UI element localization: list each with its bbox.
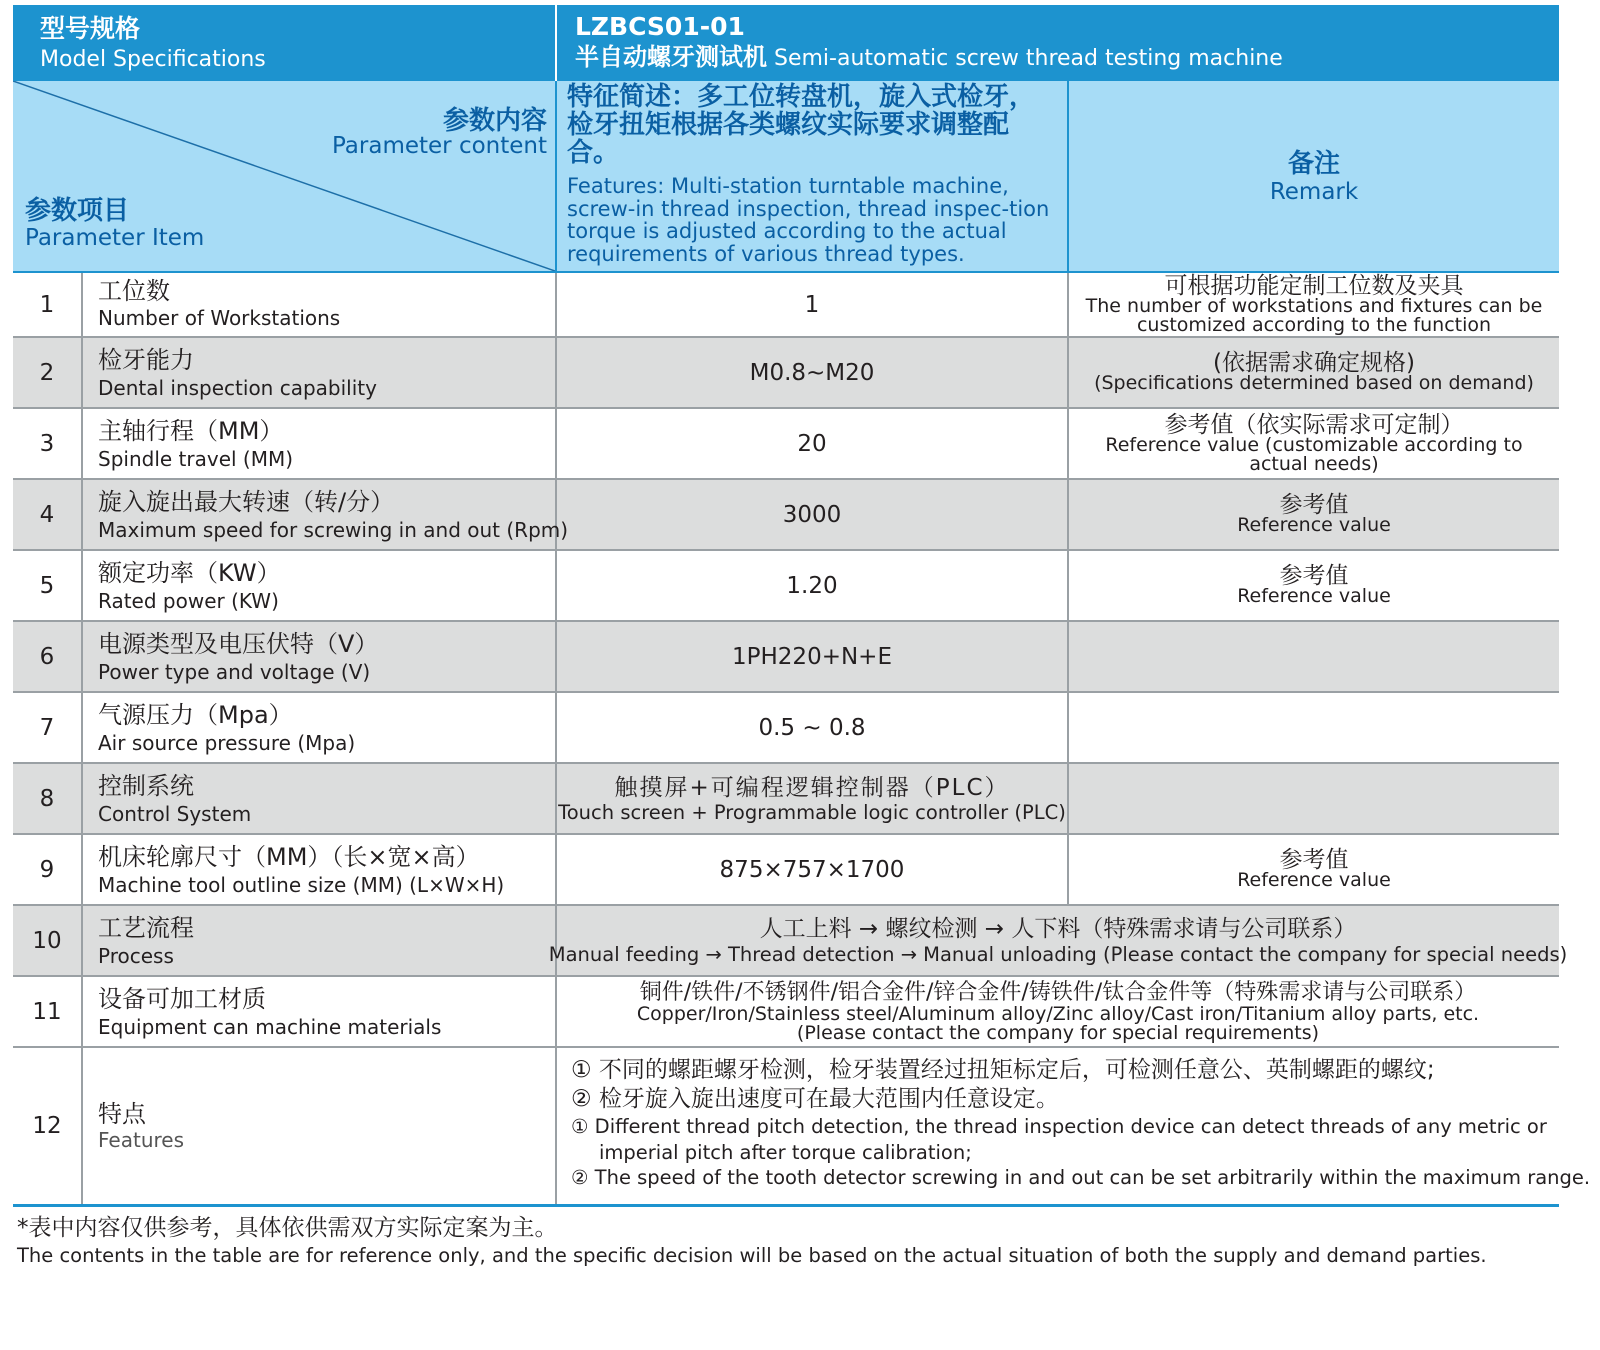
value-cell xyxy=(557,273,1069,336)
item-cell xyxy=(83,764,557,833)
value-en: Manual feeding → Thread detection → Manual unloading (Please contact the company for special needs) xyxy=(548,942,1568,966)
table-row xyxy=(13,338,1559,409)
parameter-item-zh: 参数项目 xyxy=(25,196,130,226)
row-number: 3 xyxy=(13,409,83,478)
table-row xyxy=(13,835,1559,906)
remark-zh: 参考值 xyxy=(1279,492,1349,518)
item-en: Dental inspection capability xyxy=(98,376,377,400)
table-row xyxy=(13,409,1559,480)
item-cell xyxy=(83,622,557,691)
row-number: 1 xyxy=(13,273,83,336)
table-row xyxy=(13,693,1559,764)
item-cell xyxy=(83,338,557,407)
value-cell xyxy=(557,693,1069,762)
value: M0.8~M20 xyxy=(749,359,875,386)
value-cell xyxy=(557,835,1069,904)
table-row xyxy=(13,764,1559,835)
value: 3000 xyxy=(782,501,842,528)
item-en: Spindle travel (MM) xyxy=(98,447,294,471)
remark-cell xyxy=(1069,693,1559,762)
value-cell xyxy=(557,409,1069,478)
item-zh: 特点 xyxy=(98,1100,146,1128)
remark-en: Reference value (customizable according to actual needs) xyxy=(1105,433,1523,475)
model-spec-en: Model Specifications xyxy=(40,47,266,72)
remark-en: Reference value xyxy=(1237,514,1391,536)
row-number: 4 xyxy=(13,480,83,549)
value: 875×757×1700 xyxy=(719,856,905,883)
remark-header-en: Remark xyxy=(1269,179,1359,205)
row-number: 6 xyxy=(13,622,83,691)
row-number: 5 xyxy=(13,551,83,620)
product-cell xyxy=(557,5,1559,81)
value-zh: 触摸屏+可编程逻辑控制器（PLC） xyxy=(614,774,1010,801)
parameter-header-cell xyxy=(13,81,557,271)
remark-en: Reference value xyxy=(1237,585,1391,607)
item-cell xyxy=(83,480,569,549)
row-number: 12 xyxy=(13,1048,83,1204)
item-zh: 工艺流程 xyxy=(98,914,194,942)
value-zh: 铜件/铁件/不锈钢件/铝合金件/锌合金件/铸铁件/钛合金件等（特殊需求请与公司联系） xyxy=(639,979,1477,1005)
feature-1-en-text: ① Different thread pitch detection, the thread inspection device can detect threads of any metric or imperial pitch after torque calibration; xyxy=(571,1115,1547,1164)
remark-en: Reference value xyxy=(1237,869,1391,891)
item-en: Machine tool outline size (MM) (L×W×H) xyxy=(98,873,505,897)
remark-cell xyxy=(1069,409,1559,478)
item-en: Process xyxy=(98,944,174,968)
value-en-note: (Please contact the company for special requirements) xyxy=(796,1021,1320,1044)
features-list xyxy=(571,1056,1591,1191)
value-cell xyxy=(557,338,1069,407)
remark-en: The number of workstations and fixtures can be customized according to the function xyxy=(1085,294,1543,336)
table-row xyxy=(13,622,1559,693)
item-zh: 机床轮廓尺寸（MM）（长×宽×高） xyxy=(98,843,480,871)
item-en: Air source pressure (Mpa) xyxy=(98,731,356,755)
item-en: Control System xyxy=(98,802,252,826)
parameter-content-zh: 参数内容 xyxy=(442,106,547,136)
remark-zh: 可根据功能定制工位数及夹具 xyxy=(1164,272,1464,299)
value-cell xyxy=(557,977,1559,1046)
features-cell xyxy=(557,1048,1591,1204)
remark-en: (Specifications determined based on demand) xyxy=(1094,372,1534,394)
value-zh: 人工上料 → 螺纹检测 → 人下料（特殊需求请与公司联系） xyxy=(759,915,1357,942)
item-zh: 主轴行程（MM） xyxy=(98,417,284,445)
remark-zh: 参考值 xyxy=(1279,847,1349,873)
parameter-item-en: Parameter Item xyxy=(25,225,205,251)
item-cell xyxy=(83,835,557,904)
item-cell xyxy=(83,977,557,1046)
value: 20 xyxy=(797,430,827,457)
table-row xyxy=(13,551,1559,622)
item-en: Features xyxy=(98,1128,184,1152)
item-en: Number of Workstations xyxy=(98,306,341,330)
footnote-en: The contents in the table are for reference only, and the specific decision will be based on the actual situation of both the supply and demand parties. xyxy=(17,1244,1487,1267)
item-cell xyxy=(83,273,557,336)
item-en: Equipment can machine materials xyxy=(98,1015,442,1039)
table-row xyxy=(13,1048,1591,1207)
table-row xyxy=(13,977,1559,1048)
value-cell xyxy=(557,622,1069,691)
row-number: 10 xyxy=(13,906,83,975)
value-cell xyxy=(557,764,1069,833)
value: 1PH220+N+E xyxy=(732,643,892,670)
product-name-zh: 半自动螺牙测试机 xyxy=(575,43,767,71)
remark-header-cell xyxy=(1069,81,1559,271)
remark-cell xyxy=(1069,764,1559,833)
row-number: 7 xyxy=(13,693,83,762)
item-zh: 电源类型及电压伏特（V） xyxy=(98,630,379,658)
value-en: Copper/Iron/Stainless steel/Aluminum alloy/Zinc alloy/Cast iron/Titanium alloy parts, etc. xyxy=(636,1002,1480,1025)
item-zh: 检牙能力 xyxy=(98,346,194,374)
remark-cell xyxy=(1069,551,1559,620)
item-cell xyxy=(83,551,557,620)
feature-1-zh: ① 不同的螺距螺牙检测，检牙装置经过扭矩标定后，可检测任意公、英制螺距的螺纹; xyxy=(571,1057,1435,1083)
product-name xyxy=(575,43,1283,73)
remark-cell xyxy=(1069,622,1559,691)
remark-cell xyxy=(1069,273,1559,336)
table-header xyxy=(13,5,1559,83)
feature-2-zh: ② 检牙旋入旋出速度可在最大范围内任意设定。 xyxy=(571,1086,1059,1112)
remark-zh: 参考值（依实际需求可定制） xyxy=(1164,411,1464,438)
footnote-zh: *表中内容仅供参考，具体依供需双方实际定案为主。 xyxy=(17,1215,558,1241)
item-zh: 工位数 xyxy=(98,277,170,305)
item-cell xyxy=(83,693,557,762)
value-cell xyxy=(548,906,1568,975)
feature-1-en xyxy=(571,1114,1555,1165)
features-summary-zh: 特征简述：多工位转盘机，旋入式检牙，检牙扭矩根据各类螺纹实际要求调整配合。 xyxy=(567,82,1036,168)
value: 1.20 xyxy=(786,572,838,599)
table-row xyxy=(13,906,1568,977)
item-cell xyxy=(83,1048,557,1204)
value: 0.5 ~ 0.8 xyxy=(758,714,866,741)
value-cell xyxy=(557,551,1069,620)
model-spec-zh: 型号规格 xyxy=(40,14,141,43)
item-zh: 额定功率（KW） xyxy=(98,559,281,587)
item-zh: 旋入旋出最大转速（转/分） xyxy=(98,488,395,516)
row-number: 9 xyxy=(13,835,83,904)
item-en: Power type and voltage (V) xyxy=(98,660,371,684)
remark-header-zh: 备注 xyxy=(1287,149,1340,179)
row-number: 11 xyxy=(13,977,83,1046)
model-code: LZBCS01-01 xyxy=(575,12,745,41)
item-zh: 设备可加工材质 xyxy=(98,985,266,1013)
table-row xyxy=(13,480,1559,551)
remark-cell xyxy=(1069,338,1559,407)
value: 1 xyxy=(804,291,820,318)
features-header-cell xyxy=(557,81,1069,271)
remark-zh: (依据需求确定规格) xyxy=(1213,350,1415,376)
product-name-en: Semi-automatic screw thread testing machine xyxy=(774,46,1283,71)
item-en: Maximum speed for screwing in and out (Rpm) xyxy=(98,518,569,542)
item-cell xyxy=(83,906,557,975)
item-zh: 气源压力（Mpa） xyxy=(98,701,293,729)
remark-cell xyxy=(1069,835,1559,904)
feature-2-en: ② The speed of the tooth detector screwing in and out can be set arbitrarily within the maximum range. xyxy=(571,1166,1591,1189)
value-en: Touch screen + Programmable logic controller (PLC) xyxy=(558,800,1066,824)
parameter-content-en: Parameter content xyxy=(331,133,547,159)
remark-cell xyxy=(1069,480,1559,549)
item-en: Rated power (KW) xyxy=(98,589,279,613)
row-number: 2 xyxy=(13,338,83,407)
item-zh: 控制系统 xyxy=(98,772,194,800)
value-cell xyxy=(557,480,1069,549)
item-cell xyxy=(83,409,557,478)
features-summary-en: Features: Multi-station turntable machine, screw-in thread inspection, thread inspec-tion torque is adjusted according to the actual requirements of various thread types. xyxy=(567,174,1050,266)
table-row xyxy=(13,273,1559,338)
row-number: 8 xyxy=(13,764,83,833)
column-header xyxy=(13,81,1559,273)
model-spec-cell xyxy=(13,5,557,81)
remark-zh: 参考值 xyxy=(1279,563,1349,589)
